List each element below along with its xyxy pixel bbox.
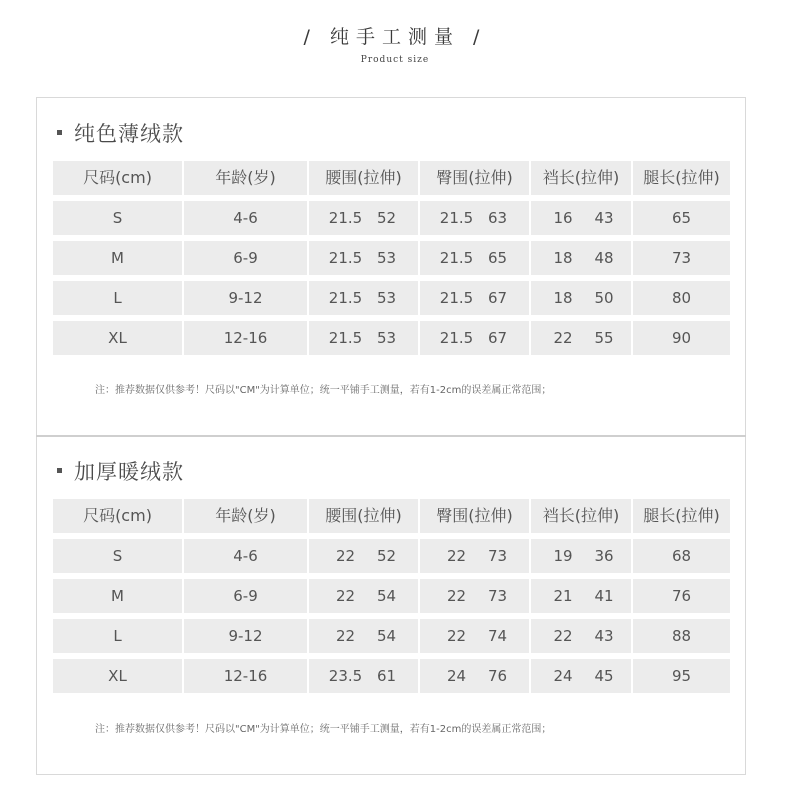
cell-waist — [309, 281, 418, 315]
cell-size: XL — [53, 321, 182, 355]
cell-waist — [309, 241, 418, 275]
cell-waist-stretch: 54 — [376, 587, 397, 605]
cell-hip-flat: 24 — [446, 667, 467, 685]
cell-age: 9-12 — [184, 619, 307, 653]
size-panel-thick-fleece — [36, 435, 746, 775]
cell-size: XL — [53, 659, 182, 693]
page-header — [0, 0, 790, 95]
cell-rise — [531, 659, 631, 693]
cell-rise-flat: 18 — [553, 289, 573, 307]
cell-size: S — [53, 539, 182, 573]
cell-rise-flat: 19 — [553, 547, 573, 565]
cell-hip — [420, 659, 529, 693]
cell-rise — [531, 579, 631, 613]
cell-leg: 76 — [633, 579, 730, 613]
page-title: / 纯手工测量 / — [303, 26, 487, 48]
section-title — [57, 118, 184, 148]
cell-hip-stretch: 76 — [487, 667, 508, 685]
cell-hip — [420, 539, 529, 573]
cell-rise-flat: 24 — [553, 667, 573, 685]
cell-age: 9-12 — [184, 281, 307, 315]
cell-rise-stretch: 41 — [594, 587, 614, 605]
cell-rise-flat: 21 — [553, 587, 573, 605]
cell-waist-flat: 23.5 — [328, 667, 363, 685]
cell-waist-stretch: 52 — [376, 209, 397, 227]
cell-hip-stretch: 74 — [487, 627, 508, 645]
cell-rise — [531, 241, 631, 275]
cell-rise — [531, 619, 631, 653]
cell-waist — [309, 321, 418, 355]
cell-rise-flat: 18 — [553, 249, 573, 267]
cell-age: 4-6 — [184, 201, 307, 235]
cell-rise-flat: 22 — [553, 329, 573, 347]
cell-rise — [531, 281, 631, 315]
cell-age: 12-16 — [184, 659, 307, 693]
cell-waist-stretch: 53 — [376, 289, 397, 307]
measurement-note: 注：推荐数据仅供参考！尺码以"CM"为计算单位；统一平铺手工测量，若有1-2cm的误差属正常范围； — [95, 724, 552, 735]
cell-waist-stretch: 53 — [376, 329, 397, 347]
section-divider — [36, 435, 746, 437]
column-header: 裆长(拉伸) — [531, 161, 631, 195]
cell-waist — [309, 539, 418, 573]
column-header: 腿长(拉伸) — [633, 161, 730, 195]
section-title-text: 加厚暖绒款 — [74, 460, 184, 484]
cell-hip-stretch: 63 — [487, 209, 508, 227]
cell-rise — [531, 321, 631, 355]
cell-hip-flat: 21.5 — [439, 289, 474, 307]
cell-rise — [531, 539, 631, 573]
cell-waist-flat: 21.5 — [328, 249, 363, 267]
cell-waist-flat: 21.5 — [328, 289, 363, 307]
bullet-icon — [57, 468, 62, 473]
cell-hip-stretch: 65 — [487, 249, 508, 267]
cell-hip — [420, 321, 529, 355]
cell-rise-flat: 16 — [553, 209, 573, 227]
cell-size: M — [53, 241, 182, 275]
column-header: 腰围(拉伸) — [309, 161, 418, 195]
column-header: 年龄(岁) — [184, 161, 307, 195]
cell-waist-flat: 22 — [335, 627, 356, 645]
cell-leg: 95 — [633, 659, 730, 693]
cell-waist-flat: 22 — [335, 587, 356, 605]
column-header: 腰围(拉伸) — [309, 499, 418, 533]
cell-hip-stretch: 67 — [487, 289, 508, 307]
cell-age: 12-16 — [184, 321, 307, 355]
cell-hip — [420, 579, 529, 613]
cell-hip-flat: 21.5 — [439, 249, 474, 267]
cell-rise-stretch: 45 — [594, 667, 614, 685]
cell-size: L — [53, 281, 182, 315]
cell-leg: 90 — [633, 321, 730, 355]
cell-size: M — [53, 579, 182, 613]
cell-waist-flat: 21.5 — [328, 329, 363, 347]
cell-hip-flat: 21.5 — [439, 209, 474, 227]
column-header: 尺码(cm) — [53, 499, 182, 533]
cell-hip-stretch: 67 — [487, 329, 508, 347]
column-header: 年龄(岁) — [184, 499, 307, 533]
section-title — [57, 456, 184, 486]
cell-hip-stretch: 73 — [487, 587, 508, 605]
cell-age: 6-9 — [184, 579, 307, 613]
cell-leg: 65 — [633, 201, 730, 235]
cell-rise-stretch: 43 — [594, 209, 614, 227]
cell-waist — [309, 619, 418, 653]
measurement-note: 注：推荐数据仅供参考！尺码以"CM"为计算单位；统一平铺手工测量，若有1-2cm的误差属正常范围； — [95, 385, 552, 396]
column-header: 臀围(拉伸) — [420, 499, 529, 533]
column-header: 腿长(拉伸) — [633, 499, 730, 533]
cell-waist — [309, 201, 418, 235]
cell-hip — [420, 241, 529, 275]
cell-hip-flat: 22 — [446, 547, 467, 565]
cell-rise-flat: 22 — [553, 627, 573, 645]
cell-rise-stretch: 50 — [594, 289, 614, 307]
column-header: 臀围(拉伸) — [420, 161, 529, 195]
cell-leg: 80 — [633, 281, 730, 315]
cell-size: S — [53, 201, 182, 235]
cell-waist-stretch: 61 — [376, 667, 397, 685]
column-header: 裆长(拉伸) — [531, 499, 631, 533]
cell-hip-stretch: 73 — [487, 547, 508, 565]
cell-rise — [531, 201, 631, 235]
cell-leg: 88 — [633, 619, 730, 653]
cell-waist-stretch: 53 — [376, 249, 397, 267]
cell-waist-stretch: 52 — [376, 547, 397, 565]
cell-rise-stretch: 43 — [594, 627, 614, 645]
cell-waist — [309, 659, 418, 693]
cell-size: L — [53, 619, 182, 653]
cell-hip — [420, 619, 529, 653]
cell-age: 6-9 — [184, 241, 307, 275]
cell-hip-flat: 21.5 — [439, 329, 474, 347]
page-subtitle: Product size — [360, 55, 430, 65]
cell-waist — [309, 579, 418, 613]
cell-waist-flat: 22 — [335, 547, 356, 565]
column-header: 尺码(cm) — [53, 161, 182, 195]
cell-hip-flat: 22 — [446, 587, 467, 605]
cell-hip-flat: 22 — [446, 627, 467, 645]
cell-waist-stretch: 54 — [376, 627, 397, 645]
cell-hip — [420, 281, 529, 315]
section-title-text: 纯色薄绒款 — [74, 122, 184, 146]
cell-waist-flat: 21.5 — [328, 209, 363, 227]
cell-age: 4-6 — [184, 539, 307, 573]
bullet-icon — [57, 130, 62, 135]
cell-hip — [420, 201, 529, 235]
cell-rise-stretch: 36 — [594, 547, 614, 565]
cell-leg: 68 — [633, 539, 730, 573]
size-panel-thin-fleece — [36, 97, 746, 437]
cell-rise-stretch: 55 — [594, 329, 614, 347]
cell-rise-stretch: 48 — [594, 249, 614, 267]
cell-leg: 73 — [633, 241, 730, 275]
